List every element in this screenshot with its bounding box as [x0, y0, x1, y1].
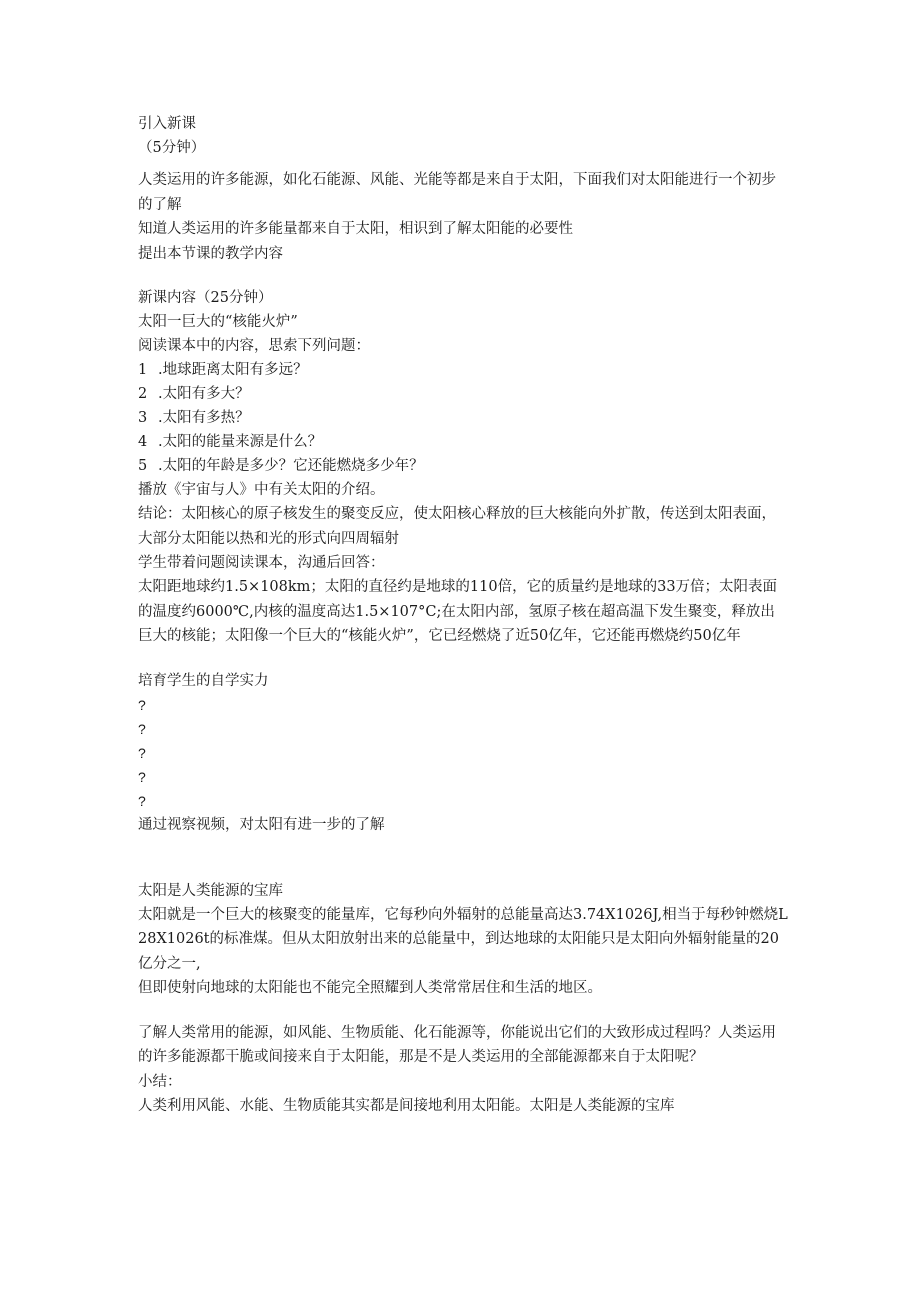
- treasury-title: 太阳是人类能源的宝库: [138, 882, 283, 899]
- treasury-paragraph-1: 太阳就是一个巨大的核聚变的能量库，它每秒向外辐射的总能量高达3.74X1026J,相当于每秒钟燃烧L28X1026t的标准煤。但从太阳放射出来的总能量中，到达地球的太阳能只是太阳向外辐射能量的20亿分之一,: [138, 906, 788, 972]
- question-item: [138, 382, 788, 406]
- intro-duration: （5分钟）: [138, 140, 206, 156]
- question-item: [138, 454, 788, 478]
- question-item: [138, 430, 788, 454]
- summary-label: 小结：: [138, 1073, 182, 1090]
- question-text: .太阳的能量来源是什么？: [158, 434, 323, 450]
- question-text: .地球距离太阳有多远？: [158, 362, 308, 378]
- question-number: 4: [138, 434, 148, 450]
- question-list: [138, 358, 788, 478]
- goal-after-text: 通过视察视频，对太阳有进一步的了解: [138, 816, 385, 833]
- goal-text: 培育学生的自学实力: [138, 672, 269, 689]
- question-text: .太阳有多热？: [158, 410, 250, 426]
- intro-paragraph-3: 提出本节课的教学内容: [138, 245, 283, 262]
- question-mark: ?: [138, 720, 146, 737]
- summary-question: 了解人类常用的能源，如风能、生物质能、化石能源等，你能说出它们的大致形成过程吗？人类运用的许多能源都干脆或间接来自于太阳能，那是不是人类运用的全部能源都来自于太阳呢？: [138, 1024, 776, 1065]
- document-page: [138, 112, 788, 1118]
- intro-title: 引入新课: [138, 116, 196, 132]
- question-mark: ?: [138, 792, 146, 809]
- lesson-prompt: 阅读课本中的内容，思索下列问题：: [138, 338, 370, 354]
- intro-paragraph-2: 知道人类运用的许多能量都来自于太阳，相识到了解太阳能的必要性: [138, 221, 573, 237]
- question-item: [138, 406, 788, 430]
- question-mark: ?: [138, 696, 146, 713]
- question-mark-list: [138, 693, 788, 813]
- treasury-paragraph-2: 但即使射向地球的太阳能也不能完全照耀到人类常常居住和生活的地区。: [138, 980, 602, 996]
- student-instruction: 学生带着问题阅读课本，沟通后回答：: [138, 555, 385, 571]
- question-number: 1: [138, 362, 148, 378]
- lesson-title: 新课内容（25分钟）: [138, 290, 273, 306]
- question-text: .太阳有多大？: [158, 386, 250, 402]
- intro-paragraph-1: 人类运用的许多能源，如化石能源、风能、光能等都是来自于太阳，下面我们对太阳能进行一个初步的了解: [138, 172, 776, 213]
- question-text: .太阳的年龄是多少？它还能燃烧多少年？: [158, 458, 424, 474]
- lesson-subtitle: 太阳一巨大的“核能火炉”: [138, 314, 298, 330]
- question-mark: ?: [138, 744, 146, 761]
- question-item: [138, 358, 788, 382]
- question-mark: ?: [138, 768, 146, 785]
- summary-text: 人类利用风能、水能、生物质能其实都是间接地利用太阳能。太阳是人类能源的宝库: [138, 1097, 675, 1114]
- question-number: 2: [138, 386, 148, 402]
- answer-paragraph: 太阳距地球约1.5×108km；太阳的直径约是地球的110倍，它的质量约是地球的33万倍；太阳表面的温度约6000℃,内核的温度高达1.5×107°C;在太阳内部，氢原子核在超高温下发生聚变，释放出巨大的核能；太阳像一个巨大的“核能火炉”，它已经燃烧了近50亿年，它还能再燃烧约50亿年: [138, 579, 778, 644]
- question-number: 3: [138, 410, 148, 426]
- video-note: 播放《宇宙与人》中有关太阳的介绍。: [138, 482, 385, 498]
- conclusion-paragraph: 结论：太阳核心的原子核发生的聚变反应，使太阳核心释放的巨大核能向外扩散，传送到太阳表面，大部分太阳能以热和光的形式向四周辐射: [138, 506, 776, 547]
- question-number: 5: [138, 458, 148, 474]
